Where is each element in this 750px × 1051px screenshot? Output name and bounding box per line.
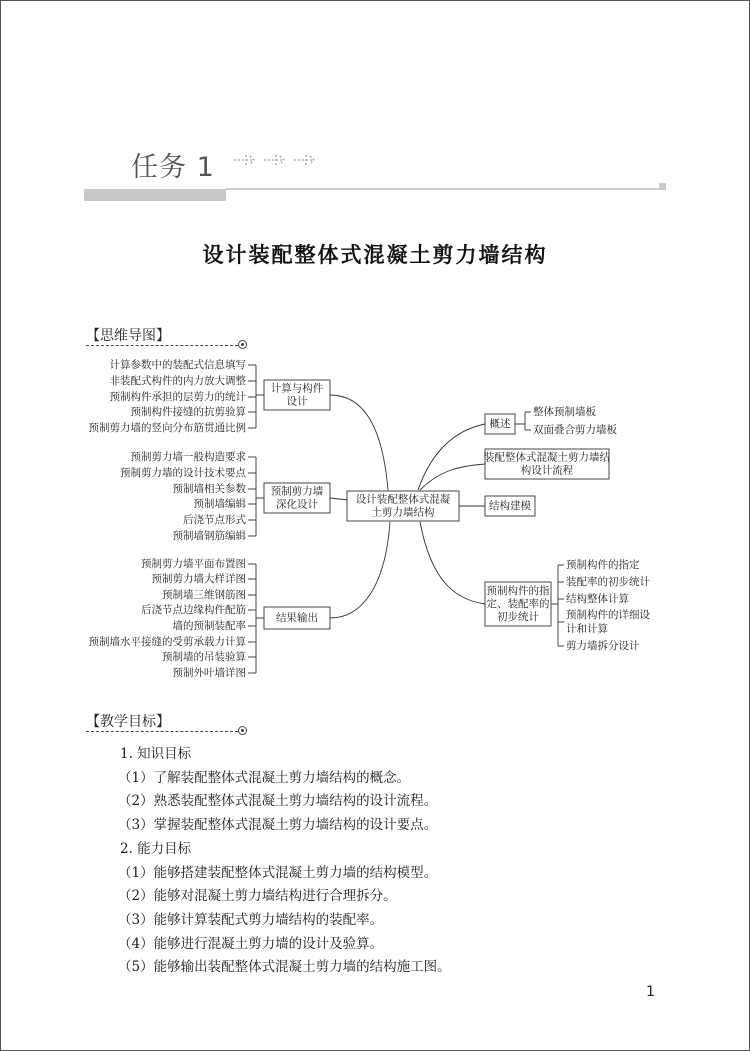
mindmap-item: 剪力墙拆分设计 bbox=[566, 640, 640, 652]
list-item: （5）能够输出装配整体式混凝土剪力墙的结构施工图。 bbox=[118, 959, 451, 976]
mindmap-item: 预制构件接缝的抗剪验算 bbox=[130, 406, 246, 418]
list-item: （3）掌握装配整体式混凝土剪力墙结构的设计要点。 bbox=[118, 817, 438, 834]
mindmap-section-label: 【思维导图】 bbox=[86, 328, 170, 344]
mindmap-item: 预制墙相关参数 bbox=[172, 483, 246, 495]
mindmap-branch-label: 装配整体式混凝土剪力墙结 bbox=[484, 451, 610, 464]
list-item: （1）了解装配整体式混凝土剪力墙结构的概念。 bbox=[118, 769, 411, 786]
ability-heading: 2. 能力目标 bbox=[120, 840, 192, 857]
mindmap-item: 计和计算 bbox=[566, 623, 608, 635]
mindmap-branch-label: 预制剪力墙 bbox=[270, 485, 324, 498]
mindmap-branch-label: 计算与构件 bbox=[270, 382, 324, 395]
section-end-icon bbox=[238, 726, 247, 735]
mindmap-item: 整体预制墙板 bbox=[533, 406, 596, 418]
mindmap-item: 预制外叶墙详图 bbox=[172, 667, 246, 679]
mindmap-item: 预制墙三维钢筋图 bbox=[162, 589, 246, 601]
list-item: （2）熟悉装配整体式混凝土剪力墙结构的设计流程。 bbox=[118, 793, 438, 810]
objectives-section-label: 【教学目标】 bbox=[86, 714, 170, 730]
mindmap-branch-label: 概述 bbox=[489, 418, 511, 430]
mindmap-item: 预制构件的详细设 bbox=[566, 609, 650, 621]
mindmap-branch-label: 结果输出 bbox=[276, 612, 318, 624]
mindmap-branch-label: 预制构件的指 bbox=[486, 585, 550, 597]
connector-line bbox=[420, 522, 485, 604]
mindmap-item: 墙的预制装配率 bbox=[172, 620, 246, 632]
task-label: 任务 1 bbox=[131, 152, 215, 183]
mindmap-branch-label: 构设计流程 bbox=[520, 464, 574, 477]
mindmap-branch-label: 深化设计 bbox=[276, 498, 318, 511]
knowledge-heading: 1. 知识目标 bbox=[120, 746, 192, 762]
list-item: （1）能够搭建装配整体式混凝土剪力墙的结构模型。 bbox=[118, 864, 438, 881]
mindmap-item: 结构整体计算 bbox=[566, 593, 629, 605]
mindmap-branch-label: 结构建模 bbox=[489, 500, 531, 512]
mindmap-item: 计算参数中的装配式信息填写 bbox=[109, 359, 246, 371]
connector-line bbox=[330, 498, 348, 500]
mindmap-center-label: 设计装配整体式混凝 bbox=[355, 493, 451, 506]
objectives-section-rule bbox=[86, 731, 238, 732]
mindmap-item: 双面叠合剪力墙板 bbox=[533, 424, 617, 436]
mindmap-item: 预制剪力墙的竖向分布筋贯通比例 bbox=[88, 422, 246, 434]
objectives bbox=[120, 743, 451, 980]
mindmap-item: 预制墙钢筋编辑 bbox=[172, 530, 246, 542]
list-item: （2）能够对混凝土剪力墙结构进行合理拆分。 bbox=[118, 888, 397, 905]
mindmap-item: 预制墙水平接缝的受剪承载力计算 bbox=[88, 636, 246, 648]
connector-line bbox=[330, 522, 390, 618]
page-number: 1 bbox=[646, 984, 655, 1000]
connector-line bbox=[420, 464, 485, 490]
mindmap-item: 后浇节点形式 bbox=[183, 514, 246, 526]
mindmap-item: 预制墙编辑 bbox=[193, 498, 246, 510]
mindmap-center-label: 土剪力墙结构 bbox=[371, 506, 435, 519]
list-item: （4）能够进行混凝土剪力墙的设计及验算。 bbox=[118, 935, 384, 952]
connector-line bbox=[418, 424, 485, 490]
mindmap-branch-label: 定、装配率的 bbox=[486, 598, 550, 610]
mindmap-item: 预制剪力墙一般构造要求 bbox=[130, 451, 246, 463]
mindmap-item: 预制墙的吊装验算 bbox=[162, 651, 246, 663]
mindmap-branch-label: 设计 bbox=[286, 395, 308, 408]
mindmap-item: 装配率的初步统计 bbox=[566, 576, 650, 588]
mindmap-item: 预制构件的指定 bbox=[566, 559, 640, 571]
mindmap-item: 预制剪力墙大样详图 bbox=[151, 573, 246, 585]
mindmap-item: 预制剪力墙的设计技术要点 bbox=[120, 467, 246, 479]
page-title: 设计装配整体式混凝土剪力墙结构 bbox=[202, 243, 548, 267]
mindmap-branch-label: 初步统计 bbox=[497, 611, 539, 623]
mindmap-item: 后浇节点边缘构件配筋 bbox=[141, 604, 246, 616]
mindmap-item: 预制构件承担的层剪力的统计 bbox=[109, 391, 246, 403]
connector-line bbox=[330, 395, 388, 490]
mindmap-item: 非装配式构件的内力放大调整 bbox=[109, 375, 246, 387]
list-item: （3）能够计算装配式剪力墙结构的装配率。 bbox=[118, 911, 384, 928]
mindmap-item: 预制剪力墙平面布置图 bbox=[141, 558, 246, 570]
